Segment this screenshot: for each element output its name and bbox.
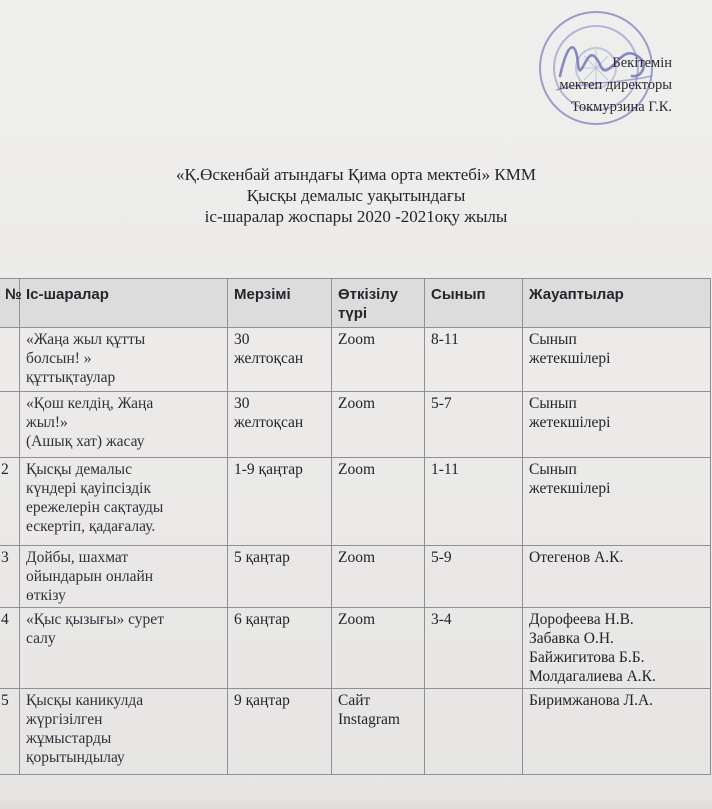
cell-event-line: «Қыс қызығы» сурет <box>26 611 164 628</box>
table-row <box>0 328 711 392</box>
cell-event <box>20 608 228 689</box>
cell-format <box>332 689 425 775</box>
cell-date <box>228 392 332 458</box>
cell-format <box>332 328 425 392</box>
cell-grade: 5-9 <box>425 546 523 608</box>
cell-event-line: Қысқы каникулда <box>26 692 144 709</box>
cell-event-line: жүргізілген <box>26 711 103 728</box>
table-row <box>0 689 711 775</box>
cell-event-line: «Жаңа жыл құтты <box>26 331 146 348</box>
cell-grade: 3-4 <box>425 608 523 689</box>
cell-event-line: жыл!» <box>26 414 68 431</box>
cell-responsible-line: жетекшілері <box>529 414 611 431</box>
heading-plan-title: іс-шаралар жоспары 2020 -2021оқу жылы <box>204 207 508 226</box>
cell-responsible <box>523 689 711 775</box>
table-row <box>0 458 711 546</box>
cell-responsible <box>523 546 711 608</box>
table-row <box>0 392 711 458</box>
cell-number: 2 <box>0 458 20 546</box>
cell-event-line: жұмыстарды <box>26 730 112 747</box>
heading-school-name: «Қ.Өскенбай атындағы Қима орта мектебі» КММ <box>176 165 536 184</box>
cell-date-line: 30 <box>234 395 250 412</box>
cell-event <box>20 689 228 775</box>
cell-format <box>332 458 425 546</box>
page-shadow <box>0 797 712 809</box>
cell-grade <box>425 689 523 775</box>
cell-date-line: желтоқсан <box>234 414 304 431</box>
cell-format <box>332 608 425 689</box>
cell-responsible-line: жетекшілері <box>529 480 611 497</box>
cell-number: 3 <box>0 546 20 608</box>
cell-format-line: Zoom <box>338 461 376 478</box>
cell-format-line: Instagram <box>338 711 400 728</box>
table-header-row <box>0 279 711 328</box>
cell-event <box>20 328 228 392</box>
cell-date-line: 6 қаңтар <box>234 611 290 628</box>
header-grade: Сынып <box>425 279 523 328</box>
cell-event-line: «Қош келдің, Жаңа <box>26 395 154 412</box>
table-row <box>0 608 711 689</box>
cell-event-line: құттықтаулар <box>26 369 116 386</box>
cell-event-line: ережелерін сақтауды <box>26 499 164 516</box>
cell-date <box>228 328 332 392</box>
cell-responsible-line: Сынып <box>529 331 577 348</box>
cell-responsible-line: Дорофеева Н.В. <box>529 611 634 628</box>
cell-format <box>332 546 425 608</box>
cell-number <box>0 392 20 458</box>
cell-format-line: Zoom <box>338 395 376 412</box>
cell-event <box>20 458 228 546</box>
cell-number: 4 <box>0 608 20 689</box>
heading-subtitle: Қысқы демалыс уақытындағы <box>246 186 466 205</box>
cell-date <box>228 546 332 608</box>
approval-block <box>559 52 672 118</box>
cell-format <box>332 392 425 458</box>
cell-event-line: ескертіп, қадағалау. <box>26 518 156 535</box>
cell-date-line: желтоқсан <box>234 350 304 367</box>
cell-event <box>20 392 228 458</box>
cell-date <box>228 689 332 775</box>
cell-responsible-line: Байжигитова Б.Б. <box>529 649 645 666</box>
cell-responsible <box>523 392 711 458</box>
events-table <box>0 278 711 775</box>
cell-responsible <box>523 328 711 392</box>
header-responsible: Жауаптылар <box>523 279 711 328</box>
header-event: Іс-шаралар <box>20 279 228 328</box>
cell-date <box>228 458 332 546</box>
cell-event-line: болсын! » <box>26 350 92 367</box>
cell-event-line: Қысқы демалыс <box>26 461 132 478</box>
header-date: Мерзімі <box>228 279 332 328</box>
cell-event-line: қорытындылау <box>26 749 125 766</box>
cell-number <box>0 328 20 392</box>
cell-responsible-line: Сынып <box>529 395 577 412</box>
cell-event-line: (Ашық хат) жасау <box>26 433 145 450</box>
cell-date-line: 9 қаңтар <box>234 692 290 709</box>
cell-date-line: 5 қаңтар <box>234 549 290 566</box>
cell-grade: 8-11 <box>425 328 523 392</box>
cell-grade: 5-7 <box>425 392 523 458</box>
cell-date <box>228 608 332 689</box>
cell-responsible <box>523 458 711 546</box>
cell-event <box>20 546 228 608</box>
cell-event-line: өткізу <box>26 587 66 604</box>
table-row <box>0 546 711 608</box>
header-number: № <box>0 279 20 328</box>
approval-director-name: Токмурзина Г.К. <box>571 99 672 115</box>
cell-responsible-line: Отегенов А.К. <box>529 549 624 566</box>
cell-responsible-line: жетекшілері <box>529 350 611 367</box>
cell-grade: 1-11 <box>425 458 523 546</box>
cell-responsible-line: Сынып <box>529 461 577 478</box>
cell-number: 5 <box>0 689 20 775</box>
approval-title: Бекітемін <box>612 55 672 71</box>
cell-format-line: Zoom <box>338 549 376 566</box>
header-format: Өткізілу түрі <box>332 279 425 328</box>
cell-event-line: салу <box>26 630 56 647</box>
cell-format-line: Сайт <box>338 692 371 709</box>
cell-responsible <box>523 608 711 689</box>
cell-responsible-line: Биримжанова Л.А. <box>529 692 654 709</box>
cell-responsible-line: Молдагалиева А.К. <box>529 668 656 685</box>
cell-format-line: Zoom <box>338 611 376 628</box>
approval-position: мектеп директоры <box>559 77 672 93</box>
cell-responsible-line: Забавка О.Н. <box>529 630 614 647</box>
cell-date-line: 1-9 қаңтар <box>234 461 303 478</box>
cell-event-line: ойындарын онлайн <box>26 568 154 585</box>
cell-event-line: Дойбы, шахмат <box>26 549 129 566</box>
table-body <box>0 328 711 775</box>
cell-format-line: Zoom <box>338 331 376 348</box>
cell-date-line: 30 <box>234 331 250 348</box>
document-heading <box>0 164 712 227</box>
cell-event-line: күндері қауіпсіздік <box>26 480 151 497</box>
